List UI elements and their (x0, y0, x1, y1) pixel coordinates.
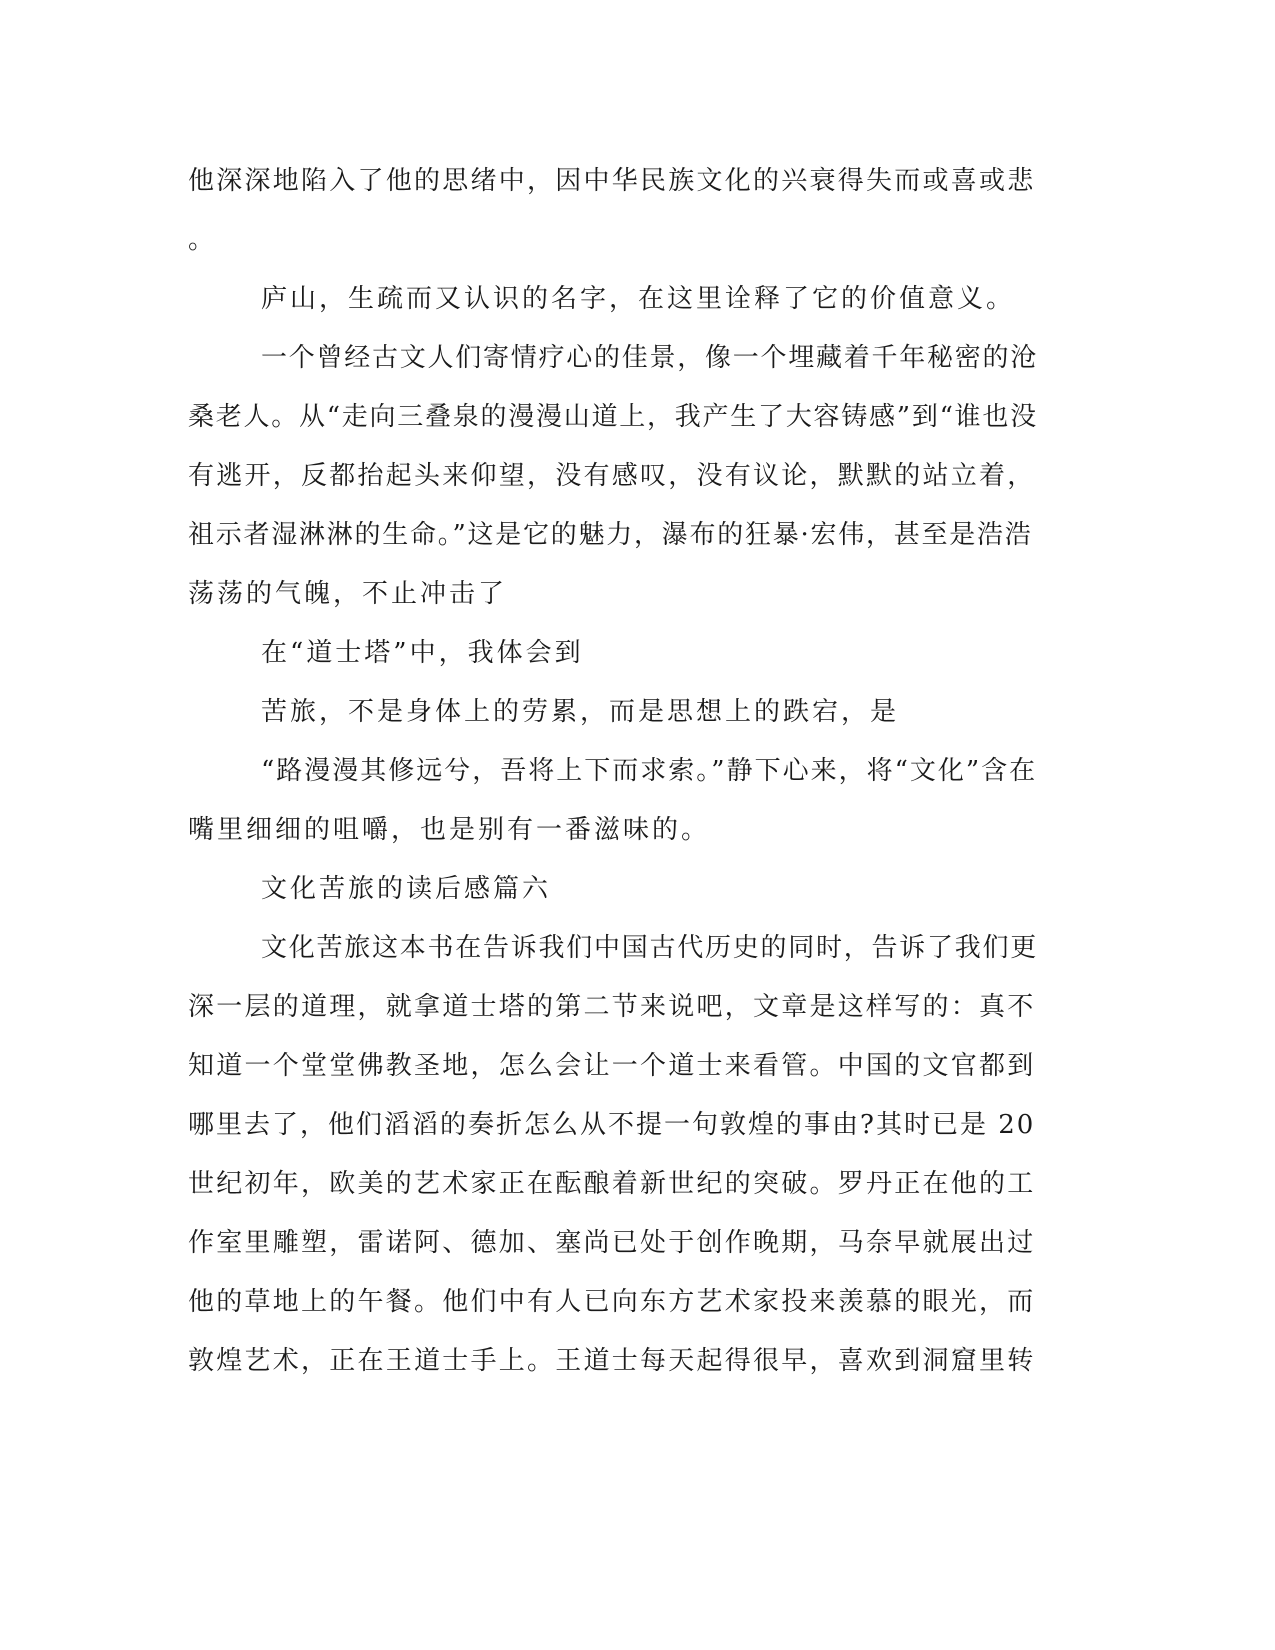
text-line: 有逃开，反都抬起头来仰望，没有感叹，没有议论，默默的站立着， (188, 461, 1036, 491)
text-line: 祖示者湿淋淋的生命。”这是它的魅力，瀑布的狂暴·宏伟，甚至是浩浩 (188, 520, 1033, 550)
text-line: 深一层的道理，就拿道士塔的第二节来说吧，文章是这样写的：真不 (188, 992, 1036, 1022)
paragraph-line: 苦旅，不是身体上的劳累，而是思想上的跌宕，是 (261, 697, 900, 727)
paragraph-line: 在“道士塔”中，我体会到 (261, 638, 584, 668)
section-heading: 文化苦旅的读后感篇六 (261, 874, 552, 904)
text-line: 他深深地陷入了他的思绪中，因中华民族文化的兴衰得失而或喜或悲 (188, 166, 1036, 196)
paragraph-line: 一个曾经古文人们寄情疗心的佳景，像一个埋藏着千年秘密的沧 (261, 343, 1039, 373)
paragraph-line: 庐山，生疏而又认识的名字，在这里诠释了它的价值意义。 (261, 284, 1016, 314)
text-line: 世纪初年，欧美的艺术家正在酝酿着新世纪的突破。罗丹正在他的工 (188, 1169, 1036, 1199)
paragraph-line: “路漫漫其修远兮，吾将上下而求索。”静下心来，将“文化”含在 (261, 756, 1038, 786)
text-line: 嘴里细细的咀嚼，也是别有一番滋味的。 (188, 815, 711, 845)
paragraph-line: 文化苦旅这本书在告诉我们中国古代历史的同时，告诉了我们更 (261, 933, 1039, 963)
text-line: 。 (188, 225, 218, 255)
text-line: 桑老人。从“走向三叠泉的漫漫山道上，我产生了大容铸感”到“谁也没 (188, 402, 1038, 432)
text-line: 荡荡的气魄，不止冲击了 (188, 579, 508, 609)
text-line: 作室里雕塑，雷诺阿、德加、塞尚已处于创作晚期，马奈早就展出过 (188, 1228, 1036, 1258)
text-line: 他的草地上的午餐。他们中有人已向东方艺术家投来羡慕的眼光，而 (188, 1287, 1036, 1317)
text-line: 知道一个堂堂佛教圣地，怎么会让一个道士来看管。中国的文官都到 (188, 1051, 1036, 1081)
text-line: 哪里去了，他们滔滔的奏折怎么从不提一句敦煌的事由?其时已是 20 (188, 1110, 1036, 1140)
text-line: 敦煌艺术，正在王道士手上。王道士每天起得很早，喜欢到洞窟里转 (188, 1346, 1036, 1376)
